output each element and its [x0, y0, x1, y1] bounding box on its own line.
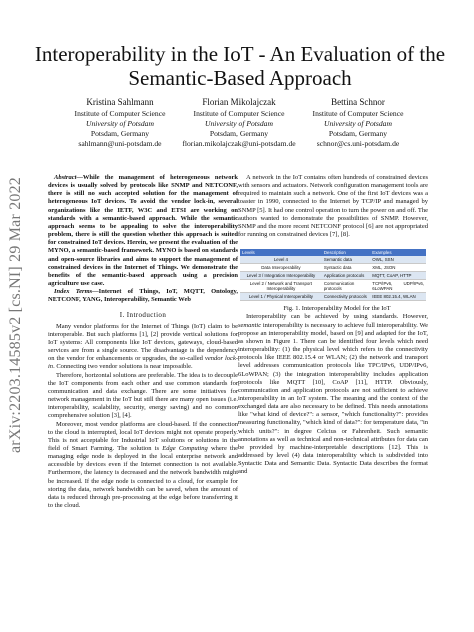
left-column [48, 174, 238, 510]
author-name: Kristina Sahlmann [86, 97, 154, 107]
author-email: florian.mikolajczak@uni-potsdam.de [182, 139, 296, 148]
figure-row: Level 2 / Network and Transport Interoperability Communication protocols TCP/IPv6, UDP/IPv6, 6LoWPAN [240, 280, 426, 293]
figure-header-row [240, 249, 426, 256]
author-dept: Institute of Computer Science [312, 109, 404, 118]
author-city: Potsdam, Germany [328, 129, 388, 138]
figure-row: Data Interoperability Syntactic data XML, JSON [240, 264, 426, 272]
section-heading: I. Introduction [119, 310, 167, 319]
index-terms: —Internet of Things, IoT, MQTT, Ontology, NETCONF, YANG, Interoperability, Semantic Web [48, 288, 238, 304]
paper-title-line-1: Interoperability in the IoT - An Evaluation of the [34, 42, 446, 66]
right-paragraph-1: A network in the IoT contains often hundreds of constrained devices with sensors and actuators. Network configuration management tools are required to maintain such a network. One of the first IoT devices was a toaster in 1990, connected to the Internet by TCP/IP and managed by SNMP [5]. It had one control operation to turn the power on and off. The authors wanted to demonstrate the possibilities of SNMP. However, SNMP and the more recent NETCONF protocol [6] are not appropriated for running on constrained devices [7], [8]. [238, 174, 428, 239]
intro-paragraph-2: Therefore, horizontal solutions are preferable. The idea is to decouple the IoT components from each other and use common standards for communication and data exchange. There are some initiatives for network management in the IoT but still there are many open issues (i.e. interoperability, scalability, security, energy saving) and no common comprehensive solution [3], [4]. [48, 371, 238, 420]
figure-header-levels: Levels [240, 249, 322, 256]
author-name: Bettina Schnor [331, 97, 385, 107]
figure-caption: Fig. 1. Interoperability Model for the IoT [283, 305, 391, 313]
author-dept: Institute of Computer Science [193, 109, 285, 118]
figure-header-examples: Examples [370, 249, 426, 256]
intro-paragraph-3: Moreover, most vendor platforms are cloud-based. If the connection to the cloud is interrupted, local IoT devices might not operate properly. This is not acceptable for Industrial IoT solutions or solutions in the field of Smart Farming. The solution is Edge Computing where the managing edge node is deployed in the local enterprise network and accessible by devices even if the Internet connection is not available. Furthermore, the latency is decreased and the network bandwidth might be increased. If the edge node is connected to a cloud, for example for storing the data, network bandwidth can be saved, when the amount of data is reduced through pre-processing at the edge before transferring it to the cloud. [48, 420, 239, 510]
paper-title-line-2: Semantic-Based Approach [128, 66, 352, 90]
abstract [48, 174, 238, 305]
author-email: schnor@cs.uni-potsdam.de [316, 139, 400, 148]
figure-row: Level 4 Semantic data OWL, SSN [240, 256, 426, 264]
right-column [238, 174, 428, 477]
intro-paragraph-1: Many vendor platforms for the Internet of Things (IoT) claim to be interoperable. But such platforms [1], [2] provide vertical solutions for IoT systems: All components like IoT devices, gateways, cloud-based services are from a single source. The disadvantage is the dependency on the vendor for enhancements or upgrades, the so-called vendor lock-in. Connecting two vendor solutions is near impossible. [48, 322, 238, 371]
interoperability-model-figure [240, 249, 426, 301]
right-paragraph-2: Interoperability can be achieved by using standards. However, semantic interoperability is necessary to achieve full interoperability. We propose an interoperability model, based on [9] and adapted for the IoT, as shown in Figure 1. There can be identified four levels which need interoperability: (1) the physical level which refers to the connectivity protocols like IEEE 802.15.4 or WLAN; (2) the network and transport level addresses communication protocols like TPC/IPv6, UDP/IPv6, 6LoWPAN; (3) the integration interoperability includes application protocols like MQTT [10], CoAP [11], HTTP. Obviously, communication and application protocols are not sufficient to achieve interoperability in an IoT system. The meaning and the context of the exchanged data are also necessary to be defined. This needs annotations like "what kind of device?": a sensor, "which functionality?": provides measuring functionality, "which kind of data?": for temperature data, "in which units?": in degree Celcius or Fahrenheit. Such semantic annotations as well as technical and non-technical attributes for data can be provided by machine-interpretable descriptions [12]. This is addressed by level (4) data interoperability which is subdivided into Syntactic Data and Semantic Data. Syntactic Data describes the format and [238, 313, 428, 476]
author-university: University of Potsdam [205, 119, 273, 128]
author-city: Potsdam, Germany [209, 129, 269, 138]
arxiv-id: arXiv:2203.14585v2 [cs.NI] 29 Mar 2022 [7, 177, 24, 453]
abstract-label: Abstract [54, 174, 77, 181]
arxiv-identifier-stamp [6, 150, 26, 480]
index-terms-label: Index Terms [54, 288, 93, 296]
figure-header-description: Description [322, 249, 370, 256]
figure-row: Level 3 / Integration Interoperability Application protocols MQTT, CoAP, HTTP [240, 272, 426, 280]
author-block-3 [278, 96, 438, 149]
author-city: Potsdam, Germany [90, 129, 150, 138]
author-university: University of Potsdam [86, 119, 154, 128]
author-university: University of Potsdam [324, 119, 392, 128]
figure-row: Level 1 / Physical Interoperability Connectivity protocols IEEE 802.15.4, WLAN [240, 293, 426, 301]
abstract-text: —While the management of heterogeneous network devices is usually solved by protocols like SNMP and NETCONF, there is still no such accepted solution for the management of heterogeneous IoT devices. To avoid the vendor lock-in, several organizations like the IETF, W3C and ETSI are working on standards with a semantic-based approach. While the semantic approach seems to be appealing to solve the interoperability problem, there is still the question whether this approach is suited for constrained IoT devices. Herein, we present the evaluation of the MYNO, a semantic-based framework. MYNO is based on standards and open-source libraries and aims to support the management of constrained devices in the Internet of Things. We demonstrate the benefits of the semantic-based approach using a precision agriculture use case. [48, 174, 238, 288]
author-name: Florian Mikolajczak [202, 97, 276, 107]
author-dept: Institute of Computer Science [74, 109, 166, 118]
author-email: sahlmann@uni-potsdam.de [78, 139, 162, 148]
